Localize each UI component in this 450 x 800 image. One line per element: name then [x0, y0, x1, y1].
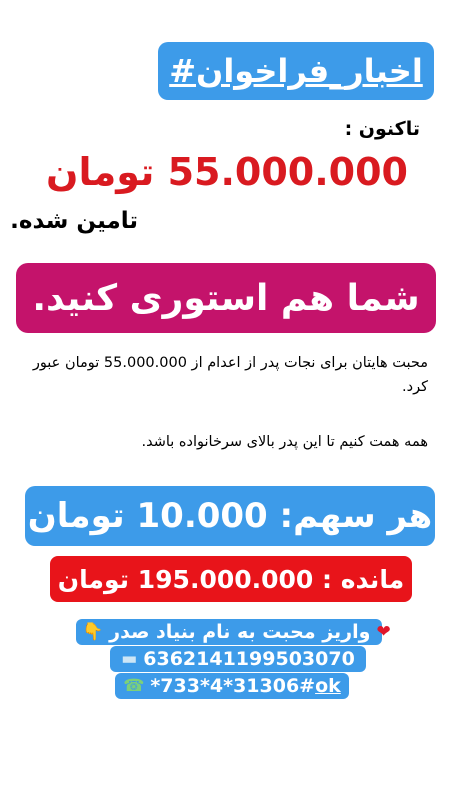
credit-card-icon: ▬ — [121, 648, 138, 669]
remaining-text: مانده : 195.000.000 تومان — [57, 564, 405, 594]
message-paragraph-2: همه همت کنیم تا این پدر بالای سرخانواده باشد. — [141, 434, 428, 450]
heart-icon: ❤ — [376, 621, 391, 642]
card-number: 6362141199503070 — [143, 648, 355, 670]
mobile-phone-icon: ☎ — [123, 675, 145, 696]
story-cta-banner — [16, 263, 436, 333]
donate-label: واریز محبت به نام بنیاد صدر — [109, 621, 371, 643]
ussd-code — [150, 675, 340, 697]
remaining-banner — [50, 556, 412, 602]
hashtag-text: #اخبار_فراخوان — [169, 52, 423, 90]
so-far-label: تاکنون : — [344, 118, 420, 140]
amount-raised: 55.000.000 تومان — [46, 150, 408, 194]
payment-line-ussd — [115, 673, 349, 699]
hashtag-banner — [158, 42, 434, 100]
payment-line-card — [110, 646, 366, 672]
pointing-down-hand-icon: 👇 — [82, 621, 104, 642]
ussd-ok-text: ok — [315, 675, 341, 697]
story-cta-text: شما هم استوری کنید. — [32, 277, 420, 319]
share-price-text: هر سهم: 10.000 تومان — [27, 496, 433, 536]
share-price-banner — [25, 486, 435, 546]
ussd-prefix: *733*4*31306# — [150, 675, 316, 697]
funded-label: تامین شده. — [10, 208, 138, 234]
payment-line-donate — [76, 619, 391, 645]
message-paragraph-1: محبت هایتان برای نجات پدر از اعدام از 55.000.000 تومان عبور کرد. — [32, 355, 428, 395]
